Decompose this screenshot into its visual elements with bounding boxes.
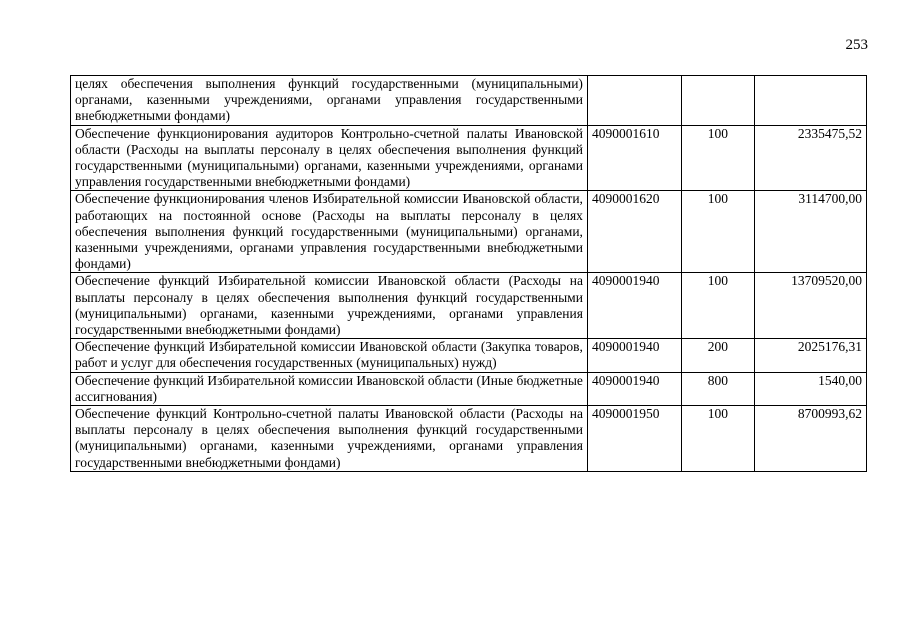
page-number: 253 bbox=[845, 37, 868, 53]
row-code: 4090001950 bbox=[587, 406, 681, 472]
row-description: Обеспечение функционирования аудиторов Контрольно-счетной палаты Ивановской области (Расходы на выплаты персоналу в целях обеспечения выполнения функций государственными (муниципальными) органами, казенными учреждениями, органами управления государственными внебюджетными фондами) bbox=[71, 125, 588, 191]
table-row bbox=[71, 406, 867, 472]
table-row bbox=[71, 191, 867, 273]
row-description: целях обеспечения выполнения функций государственными (муниципальными) органами, казенными учреждениями, органами управления государственными внебюджетными фондами) bbox=[71, 76, 588, 126]
row-code bbox=[587, 76, 681, 126]
row-code: 4090001940 bbox=[587, 339, 681, 372]
row-kind: 100 bbox=[682, 406, 754, 472]
table-row bbox=[71, 76, 867, 126]
row-kind: 200 bbox=[682, 339, 754, 372]
row-code: 4090001940 bbox=[587, 372, 681, 405]
row-code: 4090001620 bbox=[587, 191, 681, 273]
row-amount bbox=[754, 76, 866, 126]
row-description: Обеспечение функций Избирательной комиссии Ивановской области (Иные бюджетные ассигнования) bbox=[71, 372, 588, 405]
row-amount: 1540,00 bbox=[754, 372, 866, 405]
row-code: 4090001940 bbox=[587, 273, 681, 339]
row-description: Обеспечение функций Избирательной комиссии Ивановской области (Закупка товаров, работ и услуг для обеспечения государственных (муниципальных) нужд) bbox=[71, 339, 588, 372]
row-description: Обеспечение функций Контрольно-счетной палаты Ивановской области (Расходы на выплаты персоналу в целях обеспечения выполнения функций государственными (муниципальными) органами, казенными учреждениями, органами управления государственными внебюджетными фондами) bbox=[71, 406, 588, 472]
row-kind: 800 bbox=[682, 372, 754, 405]
row-amount: 2025176,31 bbox=[754, 339, 866, 372]
row-description: Обеспечение функционирования членов Избирательной комиссии Ивановской области, работающих на постоянной основе (Расходы на выплаты персоналу в целях обеспечения выполнения функций государственными (муниципальными) органами, казенными учреждениями, органами управления государственными внебюджетными фондами) bbox=[71, 191, 588, 273]
row-amount: 3114700,00 bbox=[754, 191, 866, 273]
row-description: Обеспечение функций Избирательной комиссии Ивановской области (Расходы на выплаты персоналу в целях обеспечения выполнения функций государственными (муниципальными) органами, казенными учреждениями, органами управления государственными внебюджетными фондами) bbox=[71, 273, 588, 339]
row-kind bbox=[682, 76, 754, 126]
row-kind: 100 bbox=[682, 125, 754, 191]
row-amount: 13709520,00 bbox=[754, 273, 866, 339]
table-row bbox=[71, 339, 867, 372]
row-code: 4090001610 bbox=[587, 125, 681, 191]
table-row bbox=[71, 273, 867, 339]
row-amount: 2335475,52 bbox=[754, 125, 866, 191]
budget-table bbox=[70, 75, 867, 472]
row-kind: 100 bbox=[682, 191, 754, 273]
table-row bbox=[71, 372, 867, 405]
row-kind: 100 bbox=[682, 273, 754, 339]
table-row bbox=[71, 125, 867, 191]
row-amount: 8700993,62 bbox=[754, 406, 866, 472]
